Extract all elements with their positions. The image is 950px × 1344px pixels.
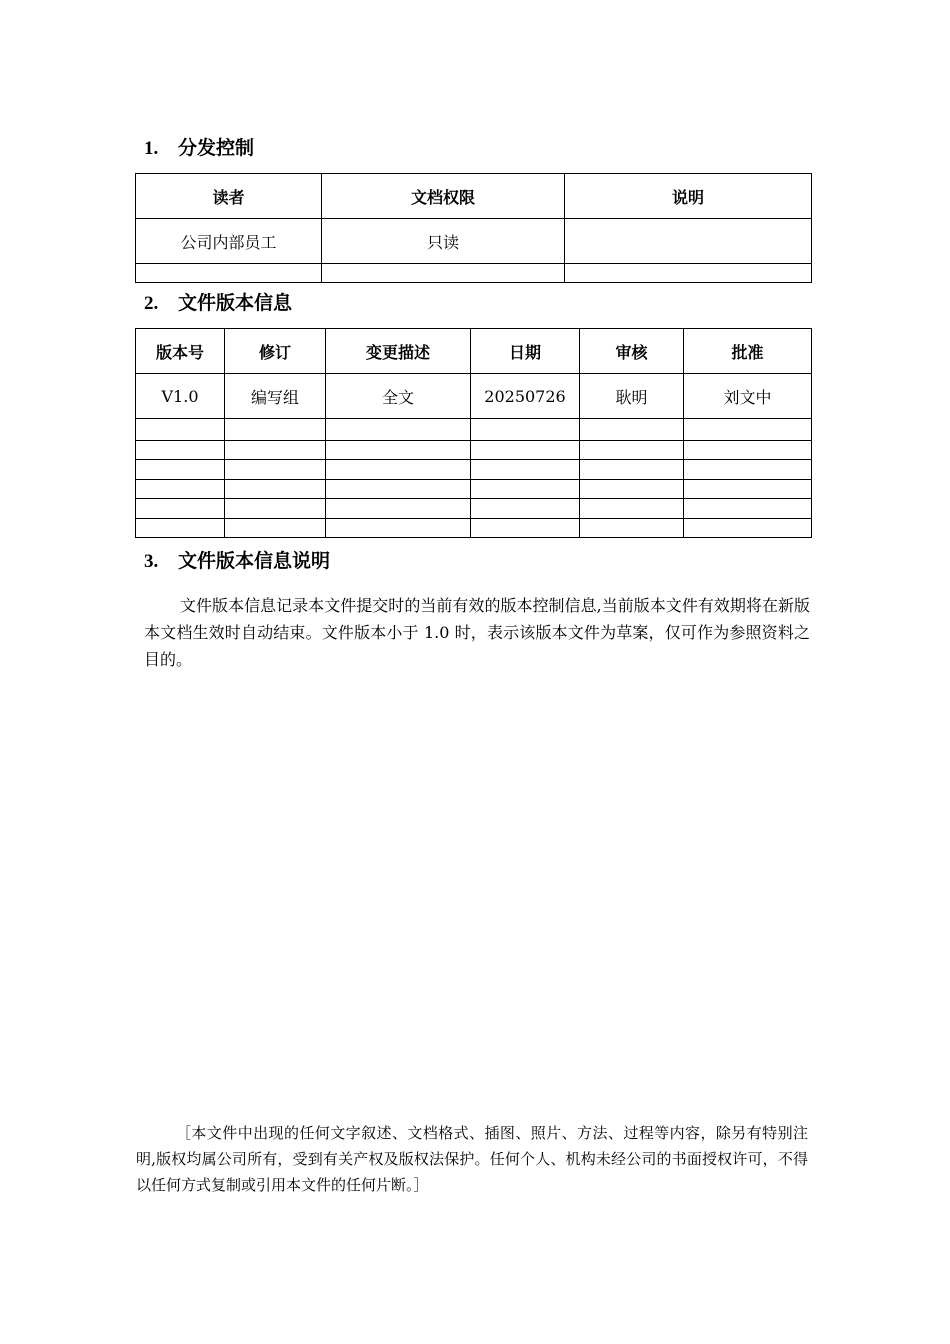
header-date: 日期: [471, 329, 580, 374]
table-cell: [136, 419, 225, 441]
table-cell: [565, 219, 812, 264]
table-row: [136, 519, 812, 538]
section2-title: 文件版本信息: [178, 292, 293, 314]
distribution-header-row: [136, 174, 812, 219]
table-cell: [580, 460, 684, 480]
header-note: 说明: [565, 174, 812, 219]
version-table: [135, 328, 812, 538]
table-cell: [225, 480, 326, 499]
table-cell: [225, 499, 326, 519]
distribution-table: [135, 173, 812, 283]
table-cell: 公司内部员工: [136, 219, 322, 264]
table-cell: [580, 441, 684, 460]
table-cell: [471, 460, 580, 480]
table-cell: [580, 499, 684, 519]
version-header-row: [136, 329, 812, 374]
table-cell: [580, 419, 684, 441]
table-cell: 全文: [326, 374, 471, 419]
table-row: [136, 264, 812, 283]
table-cell: [326, 480, 471, 499]
table-cell: [326, 460, 471, 480]
table-cell: [471, 499, 580, 519]
table-cell: [322, 264, 565, 283]
header-version: 版本号: [136, 329, 225, 374]
table-cell: 刘文中: [684, 374, 812, 419]
table-cell: [471, 480, 580, 499]
table-cell: [136, 441, 225, 460]
table-cell: [565, 264, 812, 283]
table-cell: [225, 460, 326, 480]
table-cell: [684, 519, 812, 538]
table-cell: [136, 519, 225, 538]
table-row: [136, 460, 812, 480]
table-cell: V1.0: [136, 374, 225, 419]
header-revision: 修订: [225, 329, 326, 374]
header-reader: 读者: [136, 174, 322, 219]
header-change: 变更描述: [326, 329, 471, 374]
table-cell: [136, 460, 225, 480]
table-cell: [136, 480, 225, 499]
table-cell: [684, 480, 812, 499]
table-cell: [684, 419, 812, 441]
table-cell: [225, 441, 326, 460]
table-cell: [471, 441, 580, 460]
table-cell: [326, 419, 471, 441]
table-cell: [225, 519, 326, 538]
table-cell: 编写组: [225, 374, 326, 419]
table-cell: [471, 519, 580, 538]
table-cell: [580, 519, 684, 538]
table-cell: 耿明: [580, 374, 684, 419]
table-cell: [326, 519, 471, 538]
section1-heading: [144, 135, 254, 162]
table-cell: [136, 264, 322, 283]
table-row: [136, 374, 812, 419]
table-cell: [580, 480, 684, 499]
header-approve: 批准: [684, 329, 812, 374]
header-permission: 文档权限: [322, 174, 565, 219]
table-cell: [684, 499, 812, 519]
table-cell: [225, 419, 326, 441]
table-cell: [471, 419, 580, 441]
version-info-paragraph: 文件版本信息记录本文件提交时的当前有效的版本控制信息,当前版本文件有效期将在新版本文档生效时自动结束。文件版本小于 1.0 时，表示该版本文件为草案，仅可作为参照资料之目的。: [144, 596, 810, 669]
table-cell: [136, 499, 225, 519]
table-row: [136, 499, 812, 519]
section3-title: 文件版本信息说明: [178, 550, 331, 572]
table-cell: [326, 499, 471, 519]
header-review: 审核: [580, 329, 684, 374]
copyright-notice: ［本文件中出现的任何文字叙述、文档格式、插图、照片、方法、过程等内容，除另有特别注明,版权均属公司所有，受到有关产权及版权法保护。任何个人、机构未经公司的书面授权许可，不得以任何方式复制或引用本文件的任何片断。］: [136, 1124, 808, 1194]
table-cell: [684, 441, 812, 460]
section2-number: 2.: [144, 293, 159, 314]
section1-title: 分发控制: [178, 137, 255, 159]
section3-heading: [144, 548, 330, 575]
table-row: [136, 419, 812, 441]
table-cell: [326, 441, 471, 460]
section3-number: 3.: [144, 551, 159, 572]
table-row: [136, 441, 812, 460]
section1-number: 1.: [144, 138, 159, 159]
section2-heading: [144, 290, 292, 317]
table-cell: [684, 460, 812, 480]
table-row: [136, 480, 812, 499]
table-cell: 只读: [322, 219, 565, 264]
table-cell: 20250726: [471, 374, 580, 419]
table-row: [136, 219, 812, 264]
